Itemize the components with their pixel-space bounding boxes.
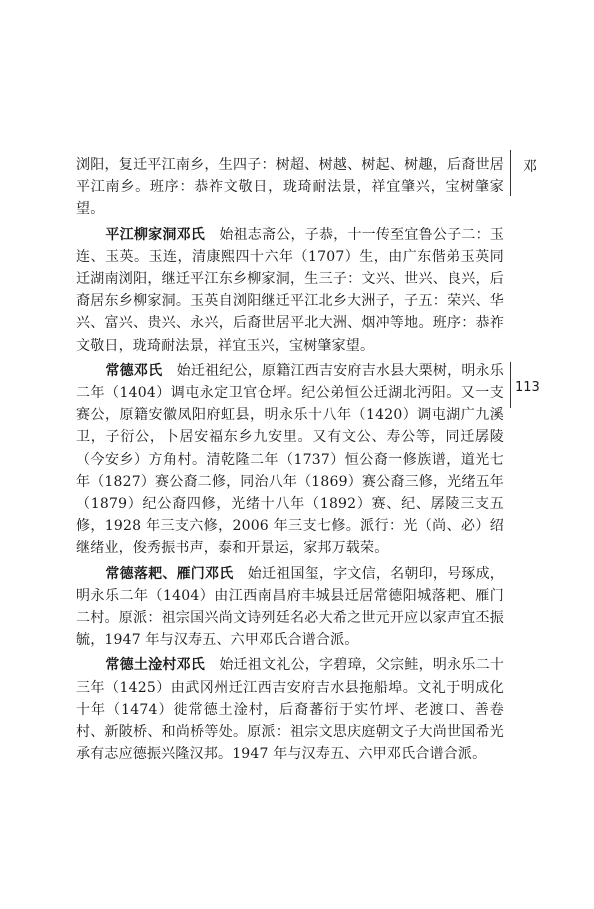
page-number: 113 bbox=[515, 380, 540, 395]
paragraph-pingjiang-liujiadong bbox=[76, 224, 504, 357]
paragraph-changde-luoba-yanmen bbox=[76, 563, 504, 652]
paragraph-text: 始祖志斋公，子恭，十一传至宜鲁公子二：玉连、玉英。玉连，清康熙四十六年（1707）生，由广东偕弟玉英同迁湖南浏阳，继迁平江东乡柳家洞，生三子：文兴、世兴、良兴，后裔居东乡柳家洞。玉英自浏阳继迁平江北乡大洲子，子五：荣兴、华兴、富兴、贵兴、永兴，后裔世居平北大洲、烟冲等地。班序：恭祚文敬日，珑琦耐法景，祥宜玉兴，宝树肇家望。 bbox=[76, 226, 505, 354]
paragraph-text: 始迁祖纪公，原籍江西吉安府吉水县大栗树，明永乐二年（1404）调屯永定卫官仓坪。纪公弟恒公迁湖北沔阳。又一支赛公，原籍安徽凤阳府虹县，明永乐十八年（1420）调屯湖广九溪卫，子衍公，卜居安福东乡九安里。又有文公、寿公等，同迁孱陵（今安乡）方角村。清乾隆二年（1737）恒公裔一修族谱，道光七年（1827）赛公裔二修，同治八年（1869）赛公裔三修，光绪五年（1879）纪公裔四修，光绪十八年（1892）赛、纪、孱陵三支五修，1928 年三支六修，2006 年三支七修。派行：光（尚、必）绍继绪业，俊秀振书声，泰和开景运，家邦万载荣。 bbox=[76, 362, 504, 557]
paragraph-text: 始迁祖国玺，字文信，名朝印，号琢成，明永乐二年（1404）由江西南昌府丰城县迁居常德阳城落耙、雁门二村。原派：祖宗国兴尚文诗列廷名必大希之世元开应以家声宜丕振毓，1947 年与汉寿五、六甲邓氏合谱合派。 bbox=[76, 565, 504, 649]
margin-rule-bottom bbox=[510, 362, 511, 408]
margin-rule-top bbox=[510, 150, 511, 196]
section-heading: 平江柳家洞邓氏 bbox=[105, 226, 206, 243]
section-heading: 常德邓氏 bbox=[105, 362, 163, 379]
running-head: 邓 bbox=[523, 159, 537, 175]
paragraph-text: 始迁祖文礼公，字碧璋，父宗鲑，明永乐二十三年（1425）由武冈州迁江西吉安府吉水县拖船埠。文礼于明成化十年（1474）徙常德土淦村，后裔蕃衍于实竹坪、老渡口、善卷村、新陂桥、和尚桥等处。原派：祖宗文思庆庭朝文子大尚世国希光承有志应德振兴隆汉邦。1947 年与汉寿五、六甲邓氏合谱合派。 bbox=[76, 657, 505, 763]
paragraph-text: 浏阳，复迁平江南乡，生四子：树超、树越、树起、树趣，后裔世居平江南乡。班序：恭祚文敬日，珑琦耐法景，祥宜肇兴，宝树肇家望。 bbox=[76, 157, 504, 218]
paragraph-changde bbox=[76, 360, 504, 560]
body-text bbox=[76, 154, 504, 768]
paragraph-continuation bbox=[76, 154, 504, 221]
section-heading: 常德落耙、雁门邓氏 bbox=[105, 565, 234, 582]
section-heading: 常德土淦村邓氏 bbox=[105, 657, 206, 674]
paragraph-changde-tugancun bbox=[76, 654, 504, 765]
